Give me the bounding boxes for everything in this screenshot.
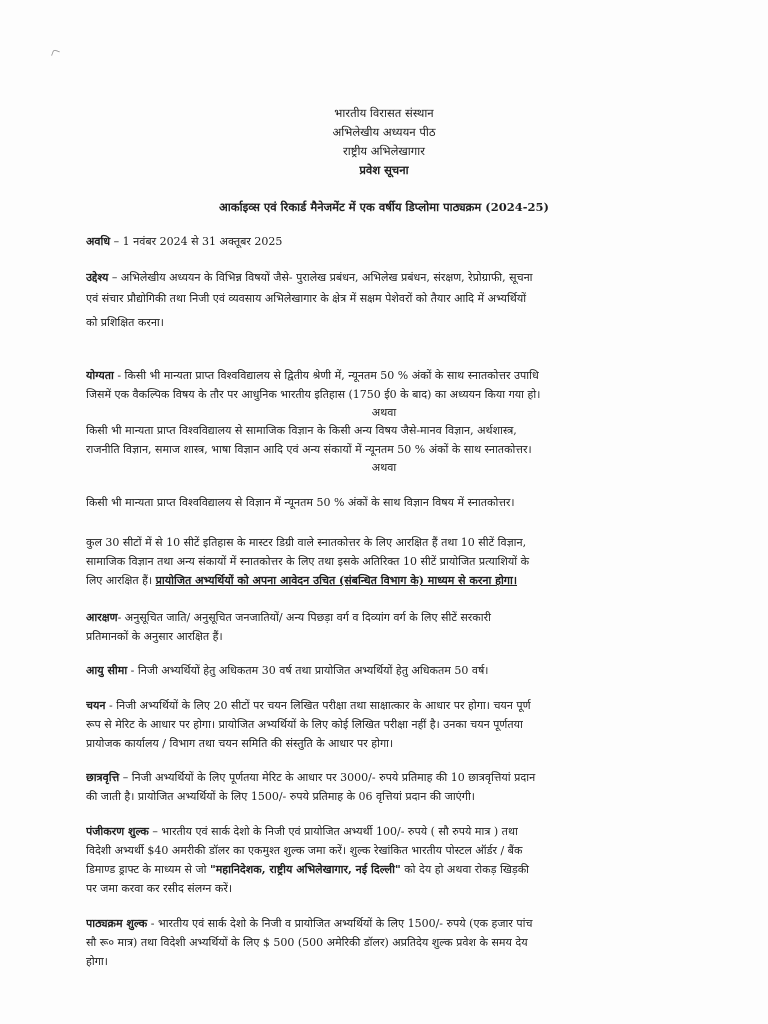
reservation-section xyxy=(86,608,682,646)
header-line-notice: प्रवेश सूचना xyxy=(359,163,409,177)
registration-fee-line-2: विदेशी अभ्यर्थी $40 अमरीकी डॉलर का एकमुश्त शुल्क जमा करें। शुल्क रेखांकित भारतीय पोस्टल ऑर्डर / बैंक xyxy=(86,844,523,857)
registration-fee-section xyxy=(86,822,682,898)
course-fee-line-1: - भारतीय एवं सार्क देशो के निजी व प्रायोजित अभ्यर्थियों के लिए 1500/- रुपये (एक हजार पांच xyxy=(147,917,533,930)
course-fee-section xyxy=(86,914,682,971)
objective-section xyxy=(86,268,682,335)
objective-line-1: – अभिलेखीय अध्ययन के विभिन्न विषयों जैसे- पुरालेख प्रबंधन, अभिलेख प्रबंधन, संरक्षण, रेप्रोग्राफी, सूचना xyxy=(108,271,533,284)
registration-fee-label: पंजीकरण शुल्क xyxy=(86,825,149,838)
selection-line-3: प्रायोजक कार्यालय / विभाग तथा चयन समिति की संस्तुति के आधार पर होगा। xyxy=(86,737,394,750)
seats-line-1: कुल 30 सीटों में से 10 सीटें इतिहास के मास्टर डिग्री वाले स्नातकोत्तर के लिए आरक्षित हैं तथा 10 सीटें विज्ञान, xyxy=(86,536,527,549)
reservation-line-1: - अनुसूचित जाति/ अनुसूचित जनजातियों/ अन्य पिछड़ा वर्ग व दिव्यांग वर्ग के लिए सीटें सरकारी xyxy=(117,611,491,624)
registration-fee-line-1: – भारतीय एवं सार्क देशो के निजी एवं प्रायोजित अभ्यर्थी 100/- रुपये ( सौ रुपये मात्र ) तथा xyxy=(148,825,518,838)
eligibility-or-1: अथवा xyxy=(371,406,397,419)
course-fee-line-2: सौ रू० मात्र) तथा विदेशी अभ्यर्थियों के लिए $ 500 (500 अमेरिकी डॉलर) अप्रतिदेय शुल्क प्रवेश के समय देय xyxy=(86,936,528,949)
eligibility-line-4: राजनीति विज्ञान, समाज शास्त्र, भाषा विज्ञान आदि एवं अन्य संकायों में न्यूनतम 50 % अंकों के साथ स्नातकोत्तर। xyxy=(86,443,532,456)
seats-line-3: लिए आरक्षित हैं। xyxy=(86,574,156,587)
eligibility-line-3: किसी भी मान्यता प्राप्त विश्वविद्यालय से सामाजिक विज्ञान के किसी अन्य विषय जैसे-मानव विज्ञान, अर्थशास्त्र, xyxy=(86,424,517,437)
reservation-label: आरक्षण xyxy=(86,611,118,624)
selection-line-1: - निजी अभ्यर्थियों के लिए 20 सीटों पर चयन लिखित परीक्षा तथा साक्षात्कार के आधार पर होगा। चयन पूर्ण xyxy=(105,699,531,712)
objective-line-2: एवं संचार प्रौद्योगिकी तथा निजी एवं व्यवसाय अभिलेखागार के क्षेत्र में सक्षम पेशेवरों को तैयार आदि में अभ्यर्थियों xyxy=(86,292,527,305)
duration-section xyxy=(86,232,682,251)
scholarship-line-1: – निजी अभ्यर्थियों के लिए पूर्णतया मेरिट के आधार पर 3000/- रुपये प्रतिमाह की 10 छात्रवृत्तियां प्रदान xyxy=(119,771,536,784)
sponsored-application-note: प्रायोजित अभ्यर्थियों को अपना आवेदन उचित (संबन्धित विभाग के) माध्यम से करना होगा। xyxy=(155,574,518,587)
objective-label: उद्देश्य xyxy=(86,271,109,284)
selection-section xyxy=(86,696,682,753)
eligibility-or-2: अथवा xyxy=(371,461,397,474)
eligibility-label: योग्यता xyxy=(86,369,114,382)
scan-mark xyxy=(51,49,60,58)
payee-name: "महानिदेशक, राष्ट्रीय अभिलेखागार, नई दिल्ली" xyxy=(209,863,401,876)
registration-fee-line-4: पर जमा करवा कर रसीद संलग्न करें। xyxy=(86,882,233,895)
seats-line-2: सामाजिक विज्ञान तथा अन्य संकायों में स्नातकोत्तर के लिए तथा इसके अतिरिक्त 10 सीटें प्रायोजित प्रत्याशियों के xyxy=(86,555,530,568)
eligibility-section xyxy=(86,366,682,512)
eligibility-line-2: जिसमें एक वैकल्पिक विषय के तौर पर आधुनिक भारतीय इतिहास (1750 ई0 के बाद) का अध्ययन किया गया हो। xyxy=(86,388,541,401)
course-title: आर्काइव्स एवं रिकार्ड मैनेजमेंट में एक वर्षीय डिप्लोमा पाठ्यक्रम (2024-25) xyxy=(219,200,549,214)
scholarship-label: छात्रवृत्ति xyxy=(86,771,120,784)
selection-label: चयन xyxy=(86,699,106,712)
age-limit-text: - निजी अभ्यर्थियों हेतु अधिकतम 30 वर्ष तथा प्रायोजित अभ्यर्थियों हेतु अधिकतम 50 वर्ष। xyxy=(127,664,489,677)
scholarship-section xyxy=(86,768,682,806)
objective-line-3: को प्रशिक्षित करना। xyxy=(86,316,164,329)
header-line-school: अभिलेखीय अध्ययन पीठ xyxy=(332,125,436,139)
header-line-archives: राष्ट्रीय अभिलेखागार xyxy=(343,144,425,158)
header-line-institute: भारतीय विरासत संस्थान xyxy=(334,106,434,120)
selection-line-2: रूप से मेरिट के आधार पर होगा। प्रायोजित अभ्यर्थियों के लिए कोई लिखित परीक्षा नहीं है। उनका चयन पूर्णतया xyxy=(86,718,523,731)
duration-text: – 1 नवंबर 2024 से 31 अक्तूबर 2025 xyxy=(110,235,283,248)
course-fee-line-3: होगा। xyxy=(86,955,108,968)
registration-fee-line-3: डिमाण्ड ड्राफ्ट के माध्यम से जो xyxy=(86,863,210,876)
scholarship-line-2: की जाती है। प्रायोजित अभ्यर्थियों के लिए 1500/- रुपये प्रतिमाह के 06 वृत्तियां प्रदान की जाएंगी। xyxy=(86,790,475,803)
registration-fee-line-3-end: को देय हो अथवा रोकड़ खिड़की xyxy=(400,863,530,876)
reservation-line-2: प्रतिमानकों के अनुसार आरक्षित हैं। xyxy=(86,630,223,643)
document-header xyxy=(200,104,568,180)
eligibility-line-1: - किसी भी मान्यता प्राप्त विश्वविद्यालय से द्वितीय श्रेणी में, न्यूनतम 50 % अंकों के साथ स्नातकोत्तर उपाधि xyxy=(113,369,539,382)
course-fee-label: पाठ्यक्रम शुल्क xyxy=(86,917,148,930)
duration-label: अवधि xyxy=(86,235,111,248)
seats-section xyxy=(86,533,682,590)
eligibility-line-5: किसी भी मान्यता प्राप्त विश्वविद्यालय से विज्ञान में न्यूनतम 50 % अंकों के साथ विज्ञान विषय में स्नातकोत्तर। xyxy=(86,496,515,509)
age-limit-section xyxy=(86,661,682,680)
age-limit-label: आयु सीमा xyxy=(86,664,128,677)
